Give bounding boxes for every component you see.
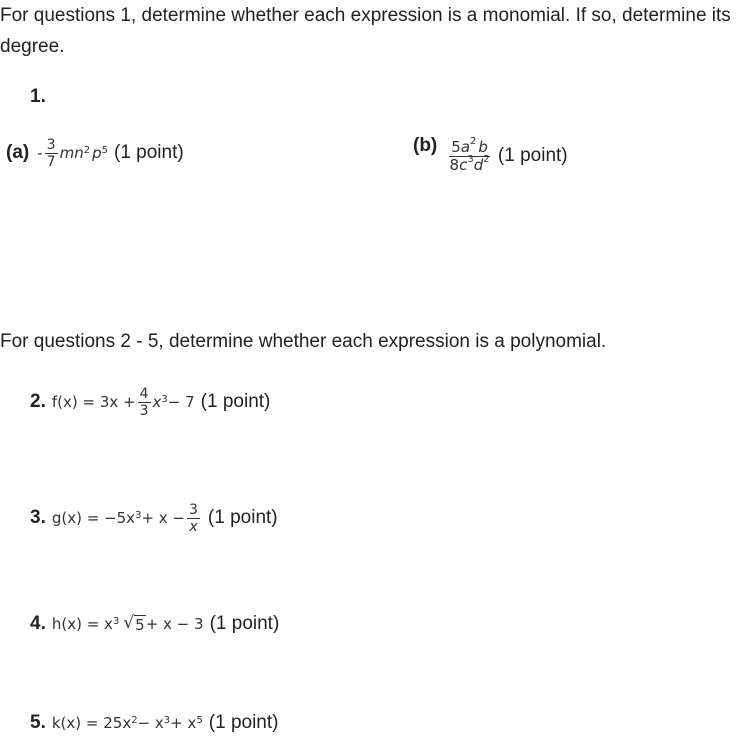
q1b-expression (447, 135, 492, 174)
q1-number: 1. (30, 86, 46, 107)
question-1a (6, 133, 184, 173)
q4-points: (1 point) (209, 613, 280, 634)
q1a-var-m: m (59, 144, 75, 162)
q2-exp: 3 (161, 393, 168, 405)
question-4 (30, 609, 279, 639)
q4-expression (51, 612, 204, 634)
q3-frac-den: x (189, 518, 198, 535)
q1b-points: (1 point) (497, 145, 568, 166)
q5-mid2: + x (170, 714, 197, 732)
q2-frac-den: 3 (139, 402, 149, 419)
q2-number: 2. (30, 391, 46, 412)
q2-tail: − 7 (167, 393, 195, 411)
q4-lhs: h(x) = x (51, 615, 113, 633)
q1a-frac-num: 3 (46, 136, 56, 153)
q3-fraction (187, 503, 200, 534)
q2-var: x (152, 393, 162, 411)
q4-tail: + x − 3 (145, 615, 204, 633)
question-2 (30, 382, 270, 422)
q5-exp1: 2 (131, 714, 138, 726)
q3-mid: + x − (141, 509, 185, 527)
q5-lhs: k(x) = 25x (51, 714, 132, 732)
q1b-den-d: d (473, 155, 484, 174)
q5-mid: − x (137, 714, 164, 732)
q2-expression (52, 387, 195, 418)
q3-expression (52, 503, 202, 534)
intro-polynomial: For questions 2 - 5, determine whether each expression is a polynomial. (0, 331, 607, 352)
q1a-expression (37, 138, 108, 169)
q4-number: 4. (30, 613, 46, 634)
q1b-fraction (449, 135, 490, 174)
q5-exp2: 3 (163, 714, 171, 726)
q1a-exp-p: 5 (101, 144, 108, 156)
sqrt-icon: √ 5 (123, 612, 145, 634)
q3-exp: 3 (135, 509, 142, 521)
q1b-num-a: a (460, 137, 471, 156)
q4-exp: 3 (112, 615, 120, 627)
q1a-var-n: n (74, 144, 84, 162)
q1a-label: (a) (6, 142, 30, 163)
q1b-den-c-exp: 3 (467, 153, 474, 165)
q5-exp3: 5 (196, 714, 203, 726)
q1a-var-p: p (92, 144, 102, 162)
q2-points: (1 point) (200, 391, 271, 412)
q1a-fraction (45, 138, 58, 169)
question-1b (413, 133, 568, 179)
question-1-number (30, 86, 46, 108)
q1b-den-c: c (459, 155, 468, 174)
q2-fraction (138, 387, 151, 418)
question-3 (30, 498, 278, 538)
question-5 (30, 708, 278, 738)
q2-frac-num: 4 (139, 385, 149, 402)
q4-radicand: 5 (135, 615, 145, 634)
q3-lhs: g(x) = −5x (51, 509, 136, 527)
q1b-den-coef: 8 (449, 155, 460, 174)
q3-points: (1 point) (207, 507, 278, 528)
q2-lhs: f(x) = 3x + (51, 393, 136, 411)
q1a-sign: - (37, 144, 43, 162)
q1b-denominator (449, 153, 490, 174)
q1b-label: (b) (413, 135, 438, 156)
q5-number: 5. (30, 712, 46, 733)
q1a-points: (1 point) (114, 142, 184, 163)
q1b-num-b: b (478, 137, 488, 156)
q1a-exp-n: 2 (83, 144, 91, 156)
q3-frac-num: 3 (189, 501, 198, 518)
q1a-frac-den: 7 (46, 153, 56, 170)
q1b-num-coef: 5 (451, 137, 461, 156)
q5-expression (52, 714, 203, 732)
q5-points: (1 point) (208, 712, 279, 733)
q1b-den-d-exp: 2 (483, 153, 490, 165)
intro-monomial: For questions 1, determine whether each expression is a monomial. If so, determine its degree. (0, 5, 731, 57)
q3-number: 3. (30, 507, 46, 528)
q1b-num-exp: 2 (470, 135, 477, 147)
